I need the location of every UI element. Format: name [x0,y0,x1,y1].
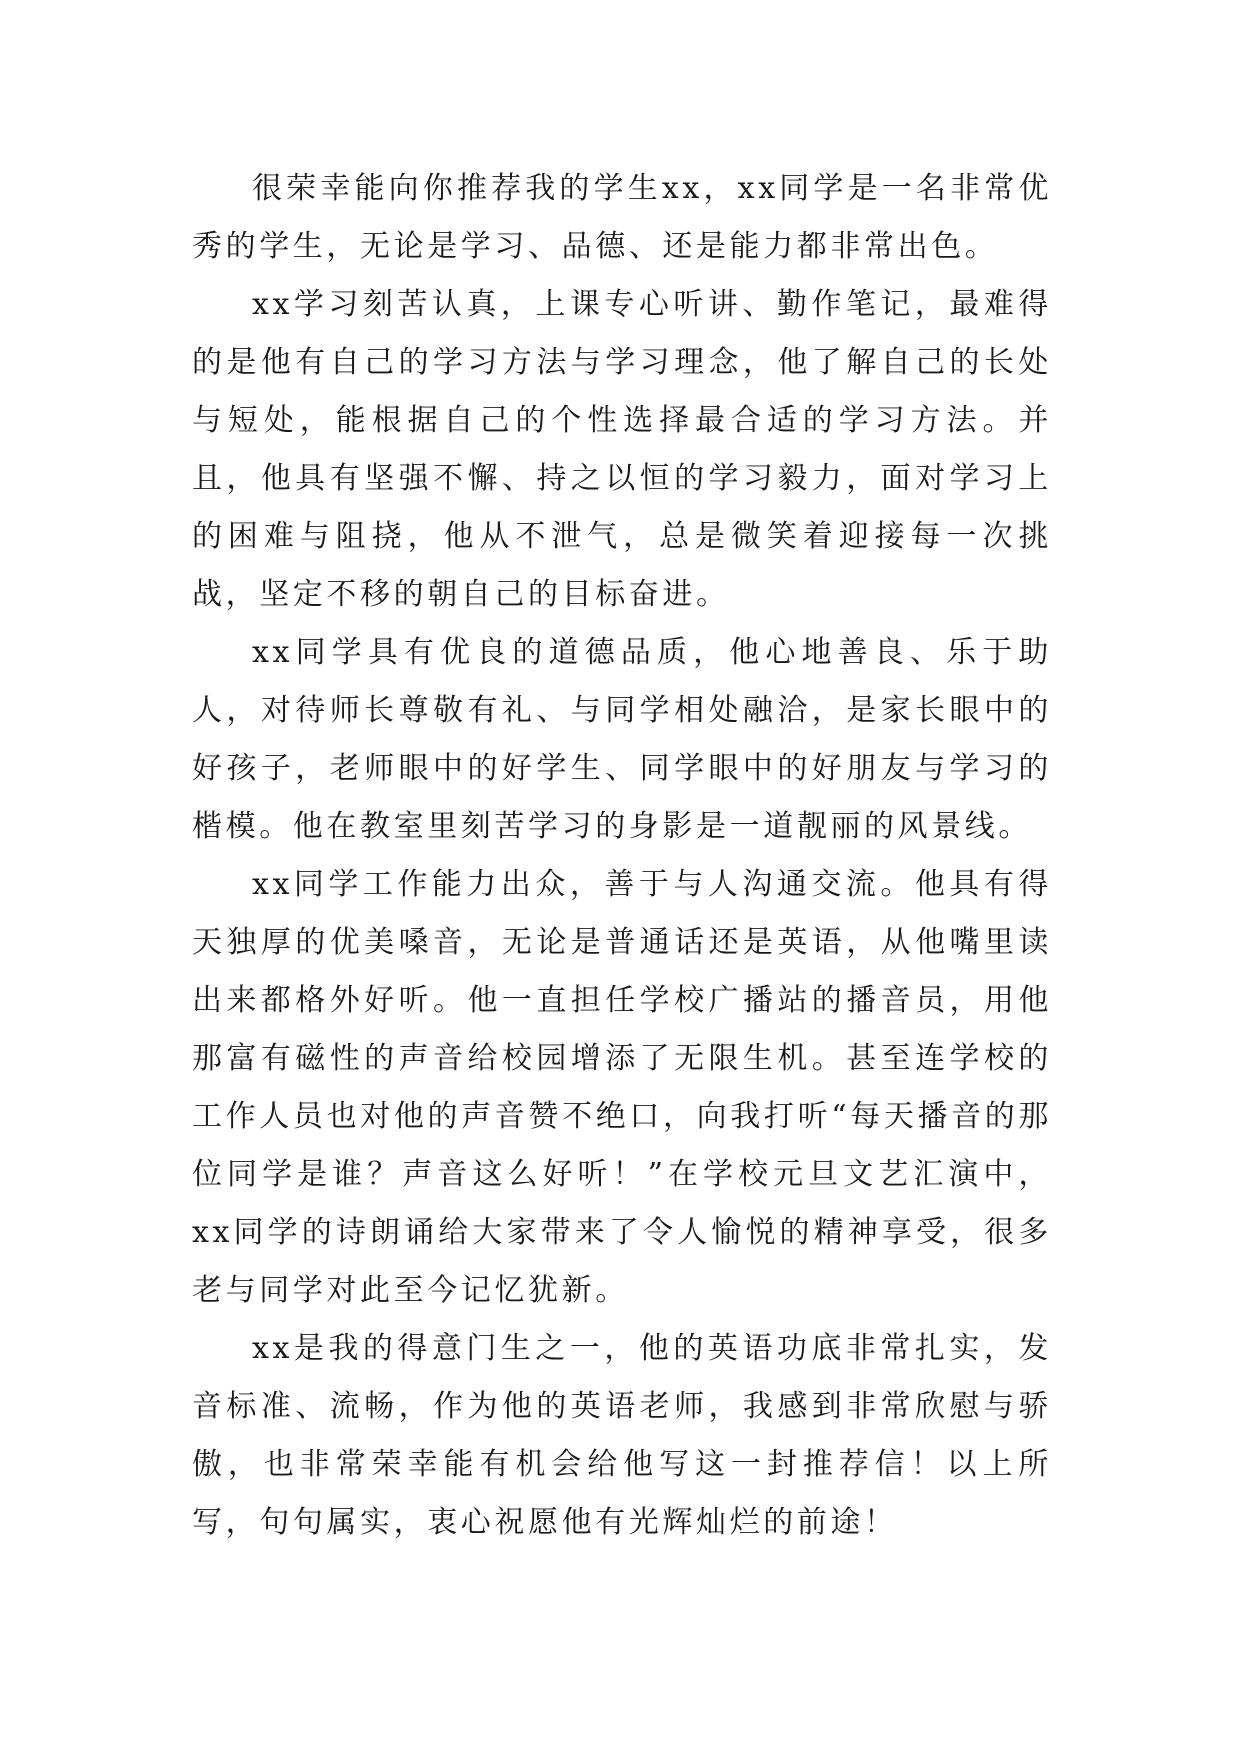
paragraph-5: xx是我的得意门生之一，他的英语功底非常扎实，发音标准、流畅，作为他的英语老师，我感到非常欣慰与骄傲，也非常荣幸能有机会给他写这一封推荐信！以上所写，句句属实，衷心祝愿他有光辉灿烂的前途！ [192,1331,1052,1540]
paragraph-2: xx学习刻苦认真，上课专心听讲、勤作笔记，最难得的是他有自己的学习方法与学习理念，他了解自己的长处与短处，能根据自己的个性选择最合适的学习方法。并且，他具有坚强不懈、持之以恒的学习毅力，面对学习上的困难与阻挠，他从不泄气，总是微笑着迎接每一次挑战，坚定不移的朝自己的目标奋进。 [192,287,1052,612]
paragraph-1: 很荣幸能向你推荐我的学生xx，xx同学是一名非常优秀的学生，无论是学习、品德、还是能力都非常出色。 [192,171,1052,264]
letter-body [192,160,1052,1552]
paragraph-4: xx同学工作能力出众，善于与人沟通交流。他具有得天独厚的优美嗓音，无论是普通话还是英语，从他嘴里读出来都格外好听。他一直担任学校广播站的播音员，用他那富有磁性的声音给校园增添了无限生机。甚至连学校的工作人员也对他的声音赞不绝口，向我打听“每天播音的那位同学是谁？声音这么好听！”在学校元旦文艺汇演中，xx同学的诗朗诵给大家带来了令人愉悦的精神享受，很多老与同学对此至今记忆犹新。 [192,867,1052,1308]
paragraph-3: xx同学具有优良的道德品质，他心地善良、乐于助人，对待师长尊敬有礼、与同学相处融洽，是家长眼中的好孩子，老师眼中的好学生、同学眼中的好朋友与学习的楷模。他在教室里刻苦学习的身影是一道靓丽的风景线。 [192,635,1052,844]
